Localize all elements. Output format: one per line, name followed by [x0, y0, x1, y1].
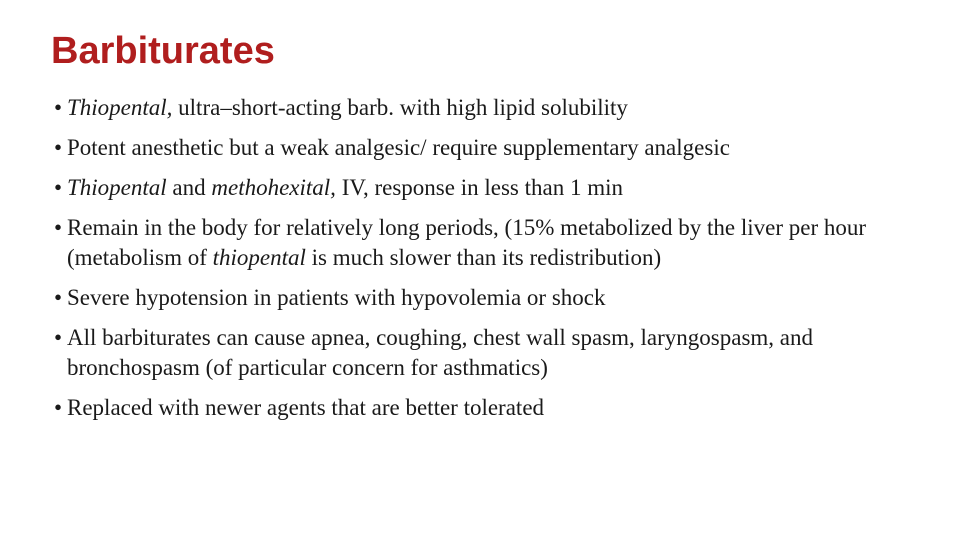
- bullet-text-segment: IV, response in less than 1 min: [335, 175, 623, 200]
- bullet-text-segment: Thiopental,: [67, 95, 173, 120]
- bullet-item: [51, 133, 911, 163]
- bullet-item: [51, 93, 911, 123]
- slide-title: Barbiturates: [51, 30, 275, 72]
- bullet-item: [51, 323, 911, 383]
- bullet-marker: •: [54, 215, 63, 240]
- bullet-marker: •: [54, 175, 63, 200]
- bullet-text-segment: All barbiturates can cause apnea, coughing, chest wall spasm, laryngospasm, and bronchospasm (of particular concern for asthmatics): [67, 325, 813, 380]
- bullet-item: [51, 213, 911, 273]
- bullet-text-segment: methohexital,: [211, 175, 336, 200]
- bullet-marker: •: [54, 285, 63, 310]
- bullet-text-segment: and: [166, 175, 212, 200]
- bullet-marker: •: [54, 135, 63, 160]
- bullet-text-segment: thiopental: [212, 245, 306, 270]
- bullet-marker: •: [54, 95, 63, 120]
- bullet-text-segment: Potent anesthetic but a weak analgesic/ require supplementary analgesic: [67, 135, 730, 160]
- bullet-marker: •: [54, 325, 63, 350]
- bullet-text-segment: Remain in the body for relatively long periods, (15% metabolized by the liver per hour (metabolism of: [67, 215, 867, 270]
- bullet-list: [51, 93, 911, 433]
- bullet-text-segment: Replaced with newer agents that are better tolerated: [67, 395, 545, 420]
- bullet-marker: •: [54, 395, 63, 420]
- bullet-text-segment: is much slower than its redistribution): [305, 245, 662, 270]
- bullet-text-segment: Thiopental: [67, 175, 167, 200]
- bullet-text-segment: Severe hypotension in patients with hypovolemia or shock: [67, 285, 606, 310]
- bullet-item: [51, 283, 911, 313]
- bullet-text-segment: ultra–short-acting barb. with high lipid solubility: [172, 95, 628, 120]
- bullet-item: [51, 393, 911, 423]
- bullet-item: [51, 173, 911, 203]
